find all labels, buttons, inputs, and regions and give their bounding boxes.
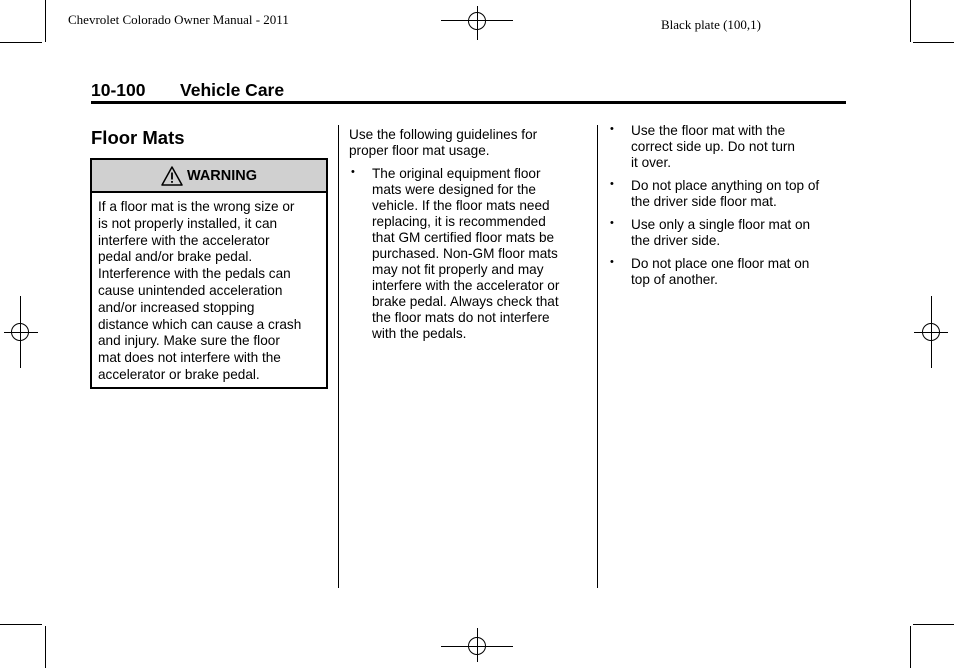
crop-mark xyxy=(910,0,911,42)
registration-circle-icon xyxy=(468,637,486,655)
crop-mark xyxy=(0,42,42,43)
section-rule xyxy=(91,101,846,104)
list-line: Do not place one floor mat on xyxy=(631,256,810,271)
guideline-list xyxy=(351,166,592,342)
list-line: the driver side. xyxy=(631,233,721,248)
warning-line: interfere with the accelerator xyxy=(98,232,270,248)
page-title: Floor Mats xyxy=(91,127,185,148)
list-line: purchased. Non-GM floor mats xyxy=(372,246,558,261)
list-line: that GM certified floor mats be xyxy=(372,230,555,245)
warning-header xyxy=(92,160,326,193)
list-line: Do not place anything on top of xyxy=(631,178,820,193)
warning-line: accelerator or brake pedal. xyxy=(98,366,260,382)
list-line: The original equipment floor xyxy=(372,166,541,181)
list-line: the driver side floor mat. xyxy=(631,194,777,209)
warning-line: If a floor mat is the wrong size or xyxy=(98,199,295,214)
list-line: may not fit properly and may xyxy=(372,262,544,277)
list-line: the floor mats do not interfere xyxy=(372,310,550,325)
bullet-icon: • xyxy=(610,178,614,190)
section-heading xyxy=(91,80,284,101)
list-line: with the pedals. xyxy=(372,326,467,341)
warning-line: pedal and/or brake pedal. xyxy=(98,249,253,265)
warning-line: distance which can cause a crash xyxy=(98,316,302,332)
section-title: Vehicle Care xyxy=(180,80,285,100)
crop-mark xyxy=(913,42,954,43)
list-line: correct side up. Do not turn xyxy=(631,139,795,154)
list-line: it over. xyxy=(631,155,672,170)
column-divider xyxy=(597,125,598,588)
crop-mark xyxy=(0,624,42,625)
plate-label: Black plate (100,1) xyxy=(661,17,761,32)
list-line: top of another. xyxy=(631,272,718,287)
list-line: brake pedal. Always check that xyxy=(372,294,559,309)
list-item xyxy=(610,256,846,288)
list-line: mats were designed for the xyxy=(372,182,536,197)
warning-text xyxy=(92,193,326,384)
warning-line: mat does not interfere with the xyxy=(98,350,281,366)
column-divider xyxy=(338,125,339,588)
crop-mark xyxy=(913,624,954,625)
bullet-icon: • xyxy=(610,217,614,229)
warning-triangle-icon xyxy=(161,166,183,186)
list-item xyxy=(610,217,846,249)
crop-mark xyxy=(45,626,46,668)
crop-mark xyxy=(45,0,46,42)
list-line: replacing, it is recommended xyxy=(372,214,546,229)
manual-title: Chevrolet Colorado Owner Manual - 2011 xyxy=(68,12,289,27)
warning-line: Interference with the pedals can xyxy=(98,266,291,282)
bullet-icon: • xyxy=(351,166,355,178)
list-item xyxy=(610,178,846,210)
list-item xyxy=(351,166,592,342)
bullet-icon: • xyxy=(610,123,614,135)
guideline-list xyxy=(610,123,846,288)
registration-circle-icon xyxy=(468,12,486,30)
intro-line: Use the following guidelines for xyxy=(349,127,538,142)
bullet-icon: • xyxy=(610,256,614,268)
page-number: 10-100 xyxy=(91,80,146,100)
registration-circle-icon xyxy=(11,323,29,341)
warning-line: is not properly installed, it can xyxy=(98,215,278,231)
list-line: interfere with the accelerator or xyxy=(372,278,560,293)
intro-line: proper floor mat usage. xyxy=(349,143,490,158)
warning-box xyxy=(90,158,328,389)
list-line: Use the floor mat with the xyxy=(631,123,786,138)
registration-circle-icon xyxy=(922,323,940,341)
warning-line: and injury. Make sure the floor xyxy=(98,333,280,349)
intro-paragraph xyxy=(349,127,589,159)
warning-line: cause unintended acceleration xyxy=(98,282,283,298)
list-line: vehicle. If the floor mats need xyxy=(372,198,550,213)
warning-label: WARNING xyxy=(186,167,258,184)
crop-mark xyxy=(910,626,911,668)
list-line: Use only a single floor mat on xyxy=(631,217,811,232)
list-item xyxy=(610,123,846,171)
warning-line: and/or increased stopping xyxy=(98,299,255,315)
